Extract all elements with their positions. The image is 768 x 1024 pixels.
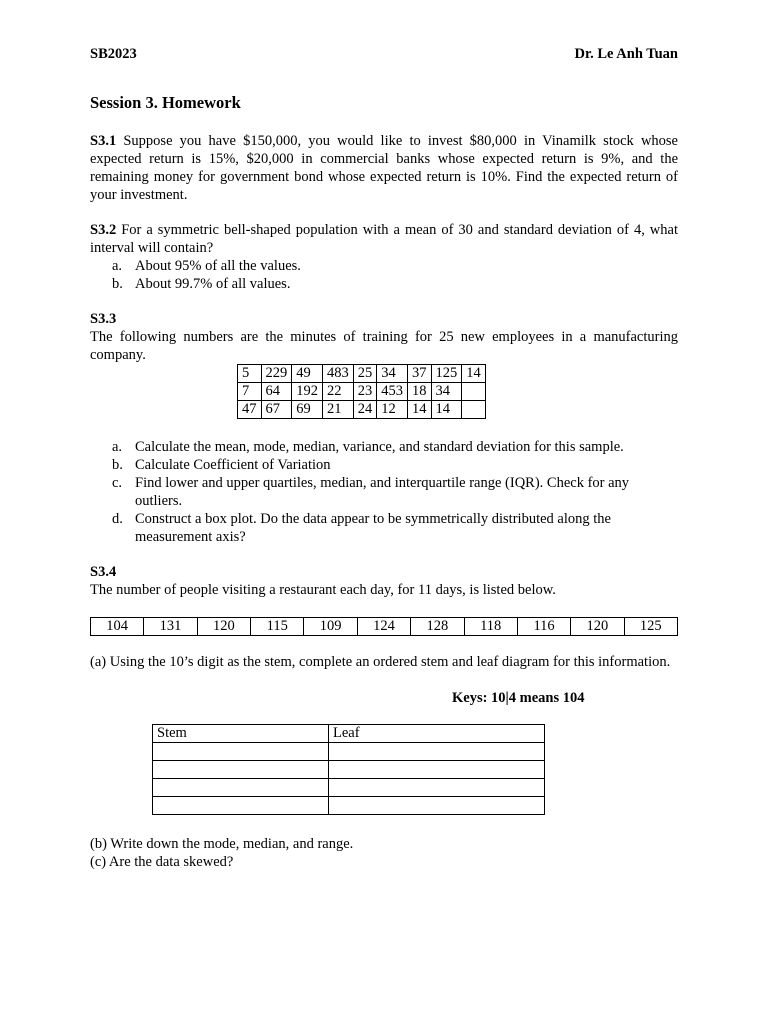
table-cell: 5 [238,365,262,383]
question-s3-3-parts [90,438,678,546]
question-text: The number of people visiting a restaurant each day, for 11 days, is listed below. [90,582,556,598]
leaf-cell[interactable] [329,779,545,797]
table-row [153,743,545,761]
table-cell [462,383,486,401]
table-cell: 64 [261,383,292,401]
table-row [153,725,545,743]
question-text: The following numbers are the minutes of training for 25 new employees in a manufacturing company. [90,329,678,363]
table-cell: 37 [408,365,432,383]
table-row [153,797,545,815]
question-s3-4 [90,563,678,599]
stem-cell[interactable] [153,797,329,815]
table-cell: 131 [144,618,197,636]
stem-cell[interactable] [153,743,329,761]
table-cell: 25 [353,365,377,383]
question-text: Suppose you have $150,000, you would like to invest $80,000 in Vinamilk stock whose expected return is 15%, $20,000 in commercial banks whose expected return is 9%, and the remaining money for government bond whose expected return is 10%. Find the expected return of your investment. [90,133,678,203]
table-cell: 483 [323,365,354,383]
training-minutes-table [237,364,486,419]
table-cell: 34 [431,383,462,401]
table-cell: 7 [238,383,262,401]
table-cell: 104 [91,618,144,636]
leaf-cell[interactable] [329,797,545,815]
table-cell: 69 [292,401,323,419]
page-title: Session 3. Homework [90,93,241,112]
leaf-cell[interactable] [329,761,545,779]
list-item: a. About 95% of all the values. [112,258,301,274]
table-cell: 34 [377,365,408,383]
table-cell: 118 [464,618,517,636]
question-label: S3.1 [90,133,117,149]
instructor-name: Dr. Le Anh Tuan [574,46,678,62]
leaf-cell[interactable] [329,743,545,761]
stem-cell[interactable] [153,779,329,797]
leaf-header: Leaf [329,725,545,743]
question-text: For a symmetric bell-shaped population with a mean of 30 and standard deviation of 4, what interval will contain? [90,222,678,256]
table-cell: 116 [517,618,570,636]
table-cell: 24 [353,401,377,419]
parts-b-c [90,835,678,871]
question-s3-2 [90,221,678,293]
part-a-text: (a) Using the 10’s digit as the stem, complete an ordered stem and leaf diagram for this information. [90,654,671,670]
table-cell: 14 [462,365,486,383]
course-code: SB2023 [90,46,137,62]
table-cell: 124 [357,618,410,636]
stem-leaf-table [152,724,545,815]
list-item: a. Calculate the mean, mode, median, variance, and standard deviation for this sample. [112,439,624,455]
table-cell: 120 [571,618,624,636]
table-cell: 109 [304,618,357,636]
table-cell [462,401,486,419]
table-cell: 128 [411,618,464,636]
table-row [238,383,486,401]
table-cell: 47 [238,401,262,419]
table-row [91,618,678,636]
table-cell: 229 [261,365,292,383]
table-row [238,365,486,383]
sub-question-list [90,438,678,546]
table-cell: 14 [431,401,462,419]
part-b-text: (b) Write down the mode, median, and range. [90,836,354,852]
stem-leaf-key: Keys: 10|4 means 104 [452,690,585,706]
list-item: d. Construct a box plot. Do the data appear to be symmetrically distributed along the measurement axis? [112,511,611,545]
list-item: c. Find lower and upper quartiles, median, and interquartile range (IQR). Check for any outliers. [112,475,630,509]
table-cell: 23 [353,383,377,401]
table-cell: 453 [377,383,408,401]
table-cell: 125 [624,618,677,636]
table-cell: 49 [292,365,323,383]
table-cell: 125 [431,365,462,383]
stem-header: Stem [153,725,329,743]
question-s3-3 [90,310,678,364]
question-s3-1 [90,132,678,204]
table-cell: 120 [197,618,250,636]
table-row [238,401,486,419]
table-cell: 21 [323,401,354,419]
table-cell: 18 [408,383,432,401]
table-cell: 115 [251,618,304,636]
list-item: b. About 99.7% of all values. [112,276,291,292]
list-item: b. Calculate Coefficient of Variation [112,457,331,473]
table-row [153,779,545,797]
part-c-text: (c) Are the data skewed? [90,854,234,870]
sub-question-list [90,257,678,293]
table-row [153,761,545,779]
table-cell: 22 [323,383,354,401]
table-cell: 12 [377,401,408,419]
question-label: S3.3 [90,311,117,327]
part-a [90,653,678,671]
restaurant-visitors-table [90,617,678,636]
table-cell: 192 [292,383,323,401]
question-label: S3.2 [90,222,117,238]
question-label: S3.4 [90,564,117,580]
stem-cell[interactable] [153,761,329,779]
table-cell: 14 [408,401,432,419]
table-cell: 67 [261,401,292,419]
